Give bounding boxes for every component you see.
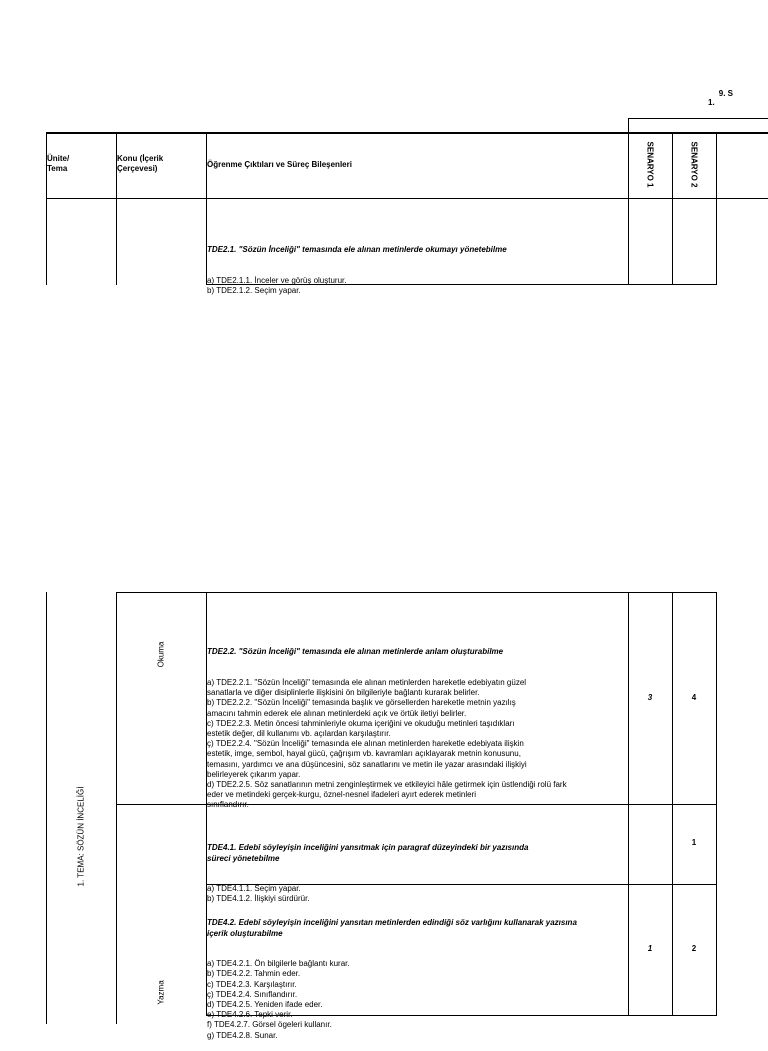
grid-line [672,133,673,285]
outcome-title: TDE4.1. Edebî söyleyişin inceliğini yansıtmak için paragraf düzeyindeki bir yazısında süreci yönetebilme [207,843,529,863]
grid-line [628,118,629,133]
column-header-unit-theme: Ünite/ Tema [47,154,70,173]
grid-line [116,592,717,593]
scenario-2-value: 2 [691,944,697,953]
outcome-title: TDE4.2. Edebî söyleyişin inceliğini yansıtan metinlerden edindiği söz varlığını kullanarak yazısına içerik oluşturabilme [207,918,577,938]
grid-line [116,592,117,1024]
section-label-reading: Okuma [156,641,166,668]
grid-line [46,592,47,1024]
column-header-scenario-2: SENARYO 2 [689,141,699,188]
outcome-title: TDE2.2. "Sözün İnceliği" temasında ele alınan metinlerde anlam oluşturabilme [207,647,504,657]
grid-line [716,133,717,285]
outcome-items: a) TDE2.1.1. İnceler ve görüş oluşturur. b) TDE2.1.2. Seçim yapar. [207,276,347,296]
theme-label: 1. TEMA: SÖZÜN İNCELİĞİ [76,786,86,887]
grid-line [628,118,768,119]
scenario-2-value: 4 [691,693,697,702]
outcome-items: a) TDE4.2.1. Ön bilgilerle bağlantı kurar. b) TDE4.2.2. Tahmin eder. c) TDE4.2.3. Karşılaştırır. ç) TDE4.2.4. Sınıflandırır. d) TDE4.2.5. Yeniden ifade eder. e) TDE4.2.6. Tepki verir. f) TDE4.2.7. Görsel ögeleri kullanır. g) TDE4.2.8. Sunar. [207,959,350,1040]
corner-header-line2: 1. [708,98,715,107]
column-header-topic: Konu (İçerik Çerçevesi) [117,154,164,173]
scenario-1-value: 1 [647,944,653,953]
scenario-1-value: 3 [647,693,653,702]
outcome-title: TDE2.1. "Sözün İnceliği" temasında ele alınan metinlerde okumayı yönetebilme [207,245,507,255]
outcome-items: a) TDE2.2.1. "Sözün İnceliği" temasında ele alınan metinlerden hareketle edebiyatın güzel sanatlarla ve diğer disiplinlerle ilişkisini ön bilgileriyle bağlantı kurarak belirler. b) TDE2.2.2. "Sözün İnceliği" temasında başlık ve görsellerden hareketle metnin yazılış amacını tahmin ederek ele alınan metinlerdeki açık ve örtük iletiyi belirler. c) TDE2.2.3. Metin öncesi tahminleriyle okuma içeriğini ve okuduğu metinleri taşıdıkları estetik değer, dil kullanımı vb. açılardan karşılaştırır. ç) TDE2.2.4. "Sözün İnceliği" temasında ele alınan metinlerden hareketle edebiyata ilişkin estetik, imge, sembol, hayal gücü, çağrışım vb. kavramları açıklayarak metnin konusunu, temasını, yardımcı ve ana düşüncesini, söz sanatlarını ve metin ile yazar arasındaki ilişkiyi belirleyerek çıkarım yapar. d) TDE2.2.5. Söz sanatlarının metni zenginleştirmek ve etkileyici hâle getirmek için üstlendiği rolü fark eder ve metindeki gerçek-kurgu, öznel-nesnel ifadeleri ayırt ederek metinleri sınıflandırır. [207,678,567,810]
table-header-bottom-border [46,198,768,199]
corner-header-2 [703,98,733,108]
table-header-top-border [46,132,768,134]
outcome-items: a) TDE4.1.1. Seçim yapar. b) TDE4.1.2. İlişkiyi sürdürür. [207,884,310,904]
column-header-outcomes: Öğrenme Çıktıları ve Süreç Bileşenleri [207,160,352,169]
grid-line [628,133,629,285]
section-label-writing: Yazma [156,980,166,1005]
outcome-tde2-1-cell [207,225,625,307]
corner-header-line1: 9. S [718,89,733,98]
column-header-scenario-1: SENARYO 1 [645,141,655,188]
scenario-2-value: 1 [691,838,697,847]
outcome-tde4-2-cell [207,898,627,1051]
outcome-tde2-2-cell [207,627,627,821]
